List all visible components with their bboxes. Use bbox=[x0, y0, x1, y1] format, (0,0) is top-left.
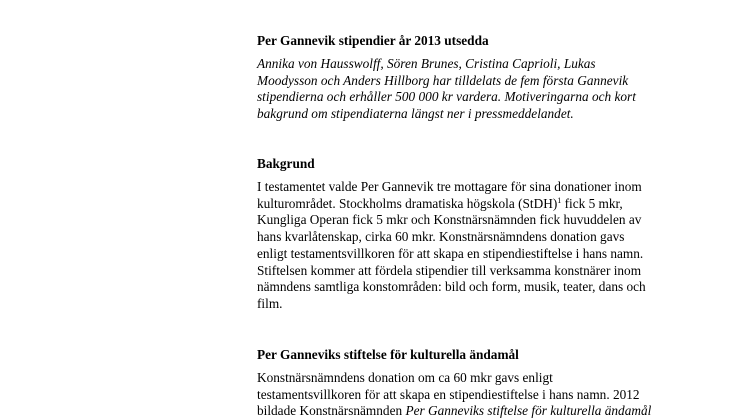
paragraph-line: Moodysson och Anders Hillborg har tilldelats de fem första Gannevik bbox=[257, 72, 629, 88]
paragraph-line-with-footnote bbox=[257, 196, 657, 213]
paragraph-line: Stiftelsen kommer att fördela stipendier till verksamma konstnärer inom bbox=[257, 262, 642, 278]
paragraph-line: stipendierna och erhåller 500 000 kr vardera. Motiveringarna och kort bbox=[257, 89, 636, 105]
footnote-reference[interactable]: 1 bbox=[557, 195, 562, 205]
paragraph-line: Annika von Hausswolff, Sören Brunes, Cristina Caprioli, Lukas bbox=[257, 56, 596, 71]
paragraph-text: kulturområdet. Stockholms dramatiska högskola (StDH) bbox=[257, 195, 558, 211]
paragraph-line: film. bbox=[257, 295, 283, 311]
section-paragraph bbox=[257, 179, 657, 313]
section-stipendier bbox=[257, 33, 657, 123]
paragraph-line: testamentsvillkoren för att skapa en stipendiestiftelse i hans namn. 2012 bbox=[257, 386, 640, 402]
section-heading: Per Gannevik stipendier år 2013 utsedda bbox=[257, 33, 489, 48]
section-paragraph bbox=[257, 370, 657, 420]
section-paragraph bbox=[257, 56, 657, 123]
paragraph-line: Konstnärsnämndens donation om ca 60 mkr gavs enligt bbox=[257, 370, 553, 385]
paragraph-text: fick 5 mkr, bbox=[561, 195, 623, 211]
section-heading: Per Ganneviks stiftelse för kulturella ändamål bbox=[257, 347, 519, 362]
section-stiftelse bbox=[257, 347, 657, 420]
section-heading: Bakgrund bbox=[257, 156, 315, 171]
paragraph-line: bakgrund om stipendiaterna längst ner i pressmeddelandet. bbox=[257, 106, 574, 122]
paragraph-line bbox=[257, 403, 657, 420]
paragraph-line: I testamentet valde Per Gannevik tre mottagare för sina donationer inom bbox=[257, 179, 642, 194]
paragraph-line: hans kvarlåtenskap, cirka 60 mkr. Konstnärsnämndens donation gavs bbox=[257, 229, 625, 245]
section-bakgrund bbox=[257, 156, 657, 313]
paragraph-line: Kungliga Operan fick 5 mkr och Konstnärsnämnden fick huvuddelen av bbox=[257, 212, 642, 228]
paragraph-line: nämndens samtliga konstområden: bild och form, musik, teater, dans och bbox=[257, 279, 646, 295]
paragraph-line: enligt testamentsvillkoren för att skapa en stipendiestiftelse i hans namn. bbox=[257, 245, 644, 261]
foundation-name: Per Ganneviks stiftelse för kulturella ändamål bbox=[405, 403, 652, 419]
paragraph-text: bildade Konstnärsnämnden bbox=[257, 403, 406, 419]
